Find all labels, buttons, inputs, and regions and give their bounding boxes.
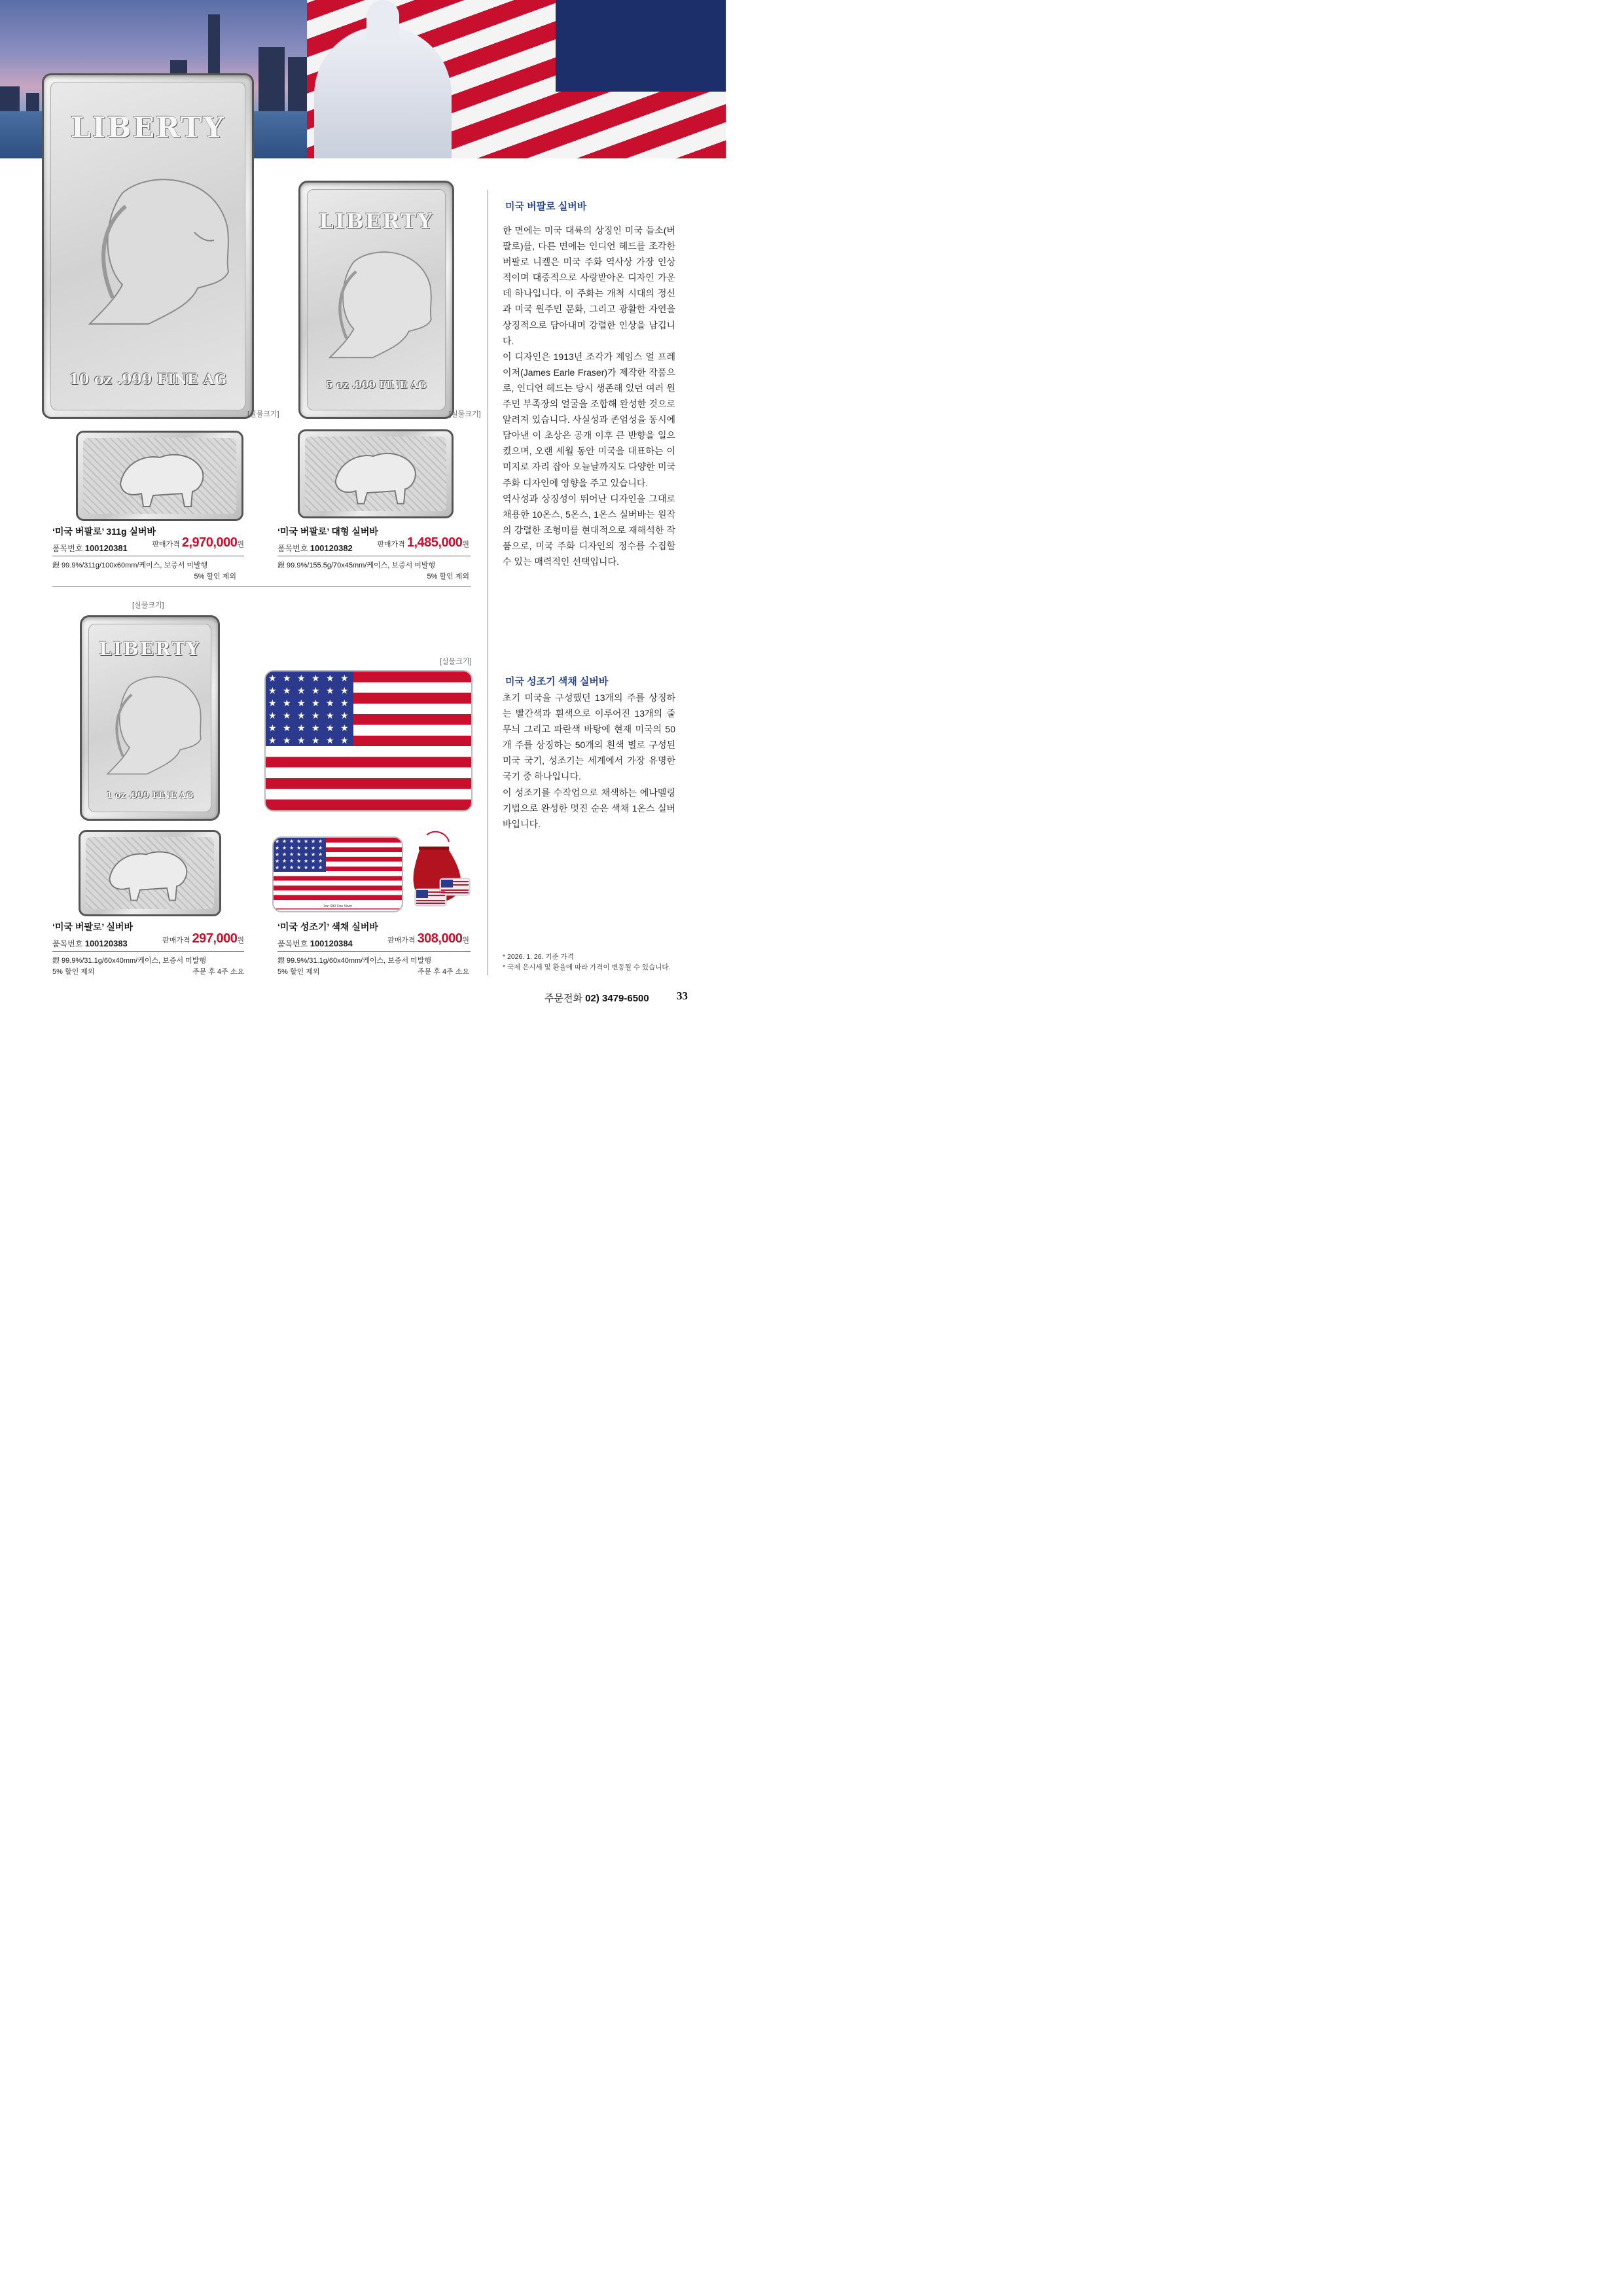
price-value: 1,485,000: [406, 535, 463, 550]
stars-field: [274, 838, 326, 872]
divider: [277, 951, 471, 952]
product-code: 100120383: [84, 939, 128, 948]
actual-size-tag: [실물크기]: [247, 410, 279, 418]
section-title-flag: 미국 성조기 색채 실버바: [505, 676, 609, 687]
flag-silver-bar-small-image: [272, 836, 403, 912]
price-label: 판매가격: [162, 937, 190, 944]
product-code-label: 품목번호: [277, 544, 308, 553]
product-spec: 銀 99.9%/155.5g/70x45mm/케이스, 보증서 미발행: [277, 562, 436, 569]
price-unit: 원: [237, 937, 244, 944]
silver-bar-10oz-image: [42, 73, 254, 419]
product-discount-note: 5% 할인 제외: [52, 968, 95, 976]
section-divider: [52, 586, 471, 587]
liberty-engraving: LIBERTY: [99, 638, 201, 660]
product-lead-time-note: 주문 후 4주 소요: [417, 968, 469, 976]
red-pouch-image: [401, 829, 473, 914]
product-code-label: 품목번호: [52, 939, 83, 948]
product-code: 100120381: [84, 543, 128, 553]
price-label: 판매가격: [152, 541, 180, 548]
bar-5oz-purity-text: 5 oz .999 FINE AG: [326, 379, 427, 391]
section-title-buffalo: 미국 버팔로 실버바: [505, 201, 587, 212]
liberty-engraving: LIBERTY: [319, 209, 434, 234]
stars-field: [266, 672, 353, 746]
indian-head-relief: [319, 243, 437, 367]
price-value: 297,000: [192, 931, 238, 946]
product-price: [377, 535, 469, 550]
product-price: [162, 931, 244, 946]
silver-bar-1oz-reverse-image: [79, 830, 221, 916]
product-name: ‘미국 성조기’ 색채 실버바: [277, 922, 378, 932]
silver-bar-1oz-image: [80, 615, 220, 821]
product-code: 100120384: [310, 939, 353, 948]
actual-size-tag: [실물크기]: [132, 601, 164, 609]
order-phone-label: 주문전화: [544, 993, 582, 1004]
product-lead-time-note: 주문 후 4주 소요: [192, 968, 244, 976]
product-code-row: [52, 543, 128, 554]
divider: [52, 951, 244, 952]
bar-10oz-purity-text: 10 oz .999 FINE AG: [69, 371, 227, 388]
actual-size-tag: [실물크기]: [440, 658, 472, 666]
product-discount-note: 5% 할인 제외: [277, 968, 320, 976]
product-spec: 銀 99.9%/311g/100x60mm/케이스, 보증서 미발행: [52, 562, 208, 569]
product-price: [152, 535, 244, 550]
product-name: ‘미국 버팔로’ 실버바: [52, 922, 133, 932]
product-discount-note: 5% 할인 제외: [194, 573, 236, 581]
silver-bar-5oz-image: [298, 181, 454, 419]
price-value: 2,970,000: [181, 535, 238, 550]
flag-bar-caption: 1oz .999 Fine Silver: [274, 905, 402, 908]
section-body-buffalo: 한 면에는 미국 대륙의 상징인 미국 들소(버팔로)를, 다른 면에는 인디언 헤드를 조각한 버팔로 니켈은 미국 주화 역사상 가장 인상적이며 대중적으로 사랑받아온 디자인 가운데 하나입니다. 이 주화는 개척 시대의 정신과 미국 원주민 문화, 그리고 광활한 자연을 상징적으로 담아내며 강렬한 인상을 남깁니다. 이 디자인은 1913년 조각가 제임스 얼 프레이저(James Earle Fraser)가 제작한 작품으로, 인디언 헤드는 당시 생존해 있던 여러 원주민 부족장의 얼굴을 조합해 완성한 것으로 알려져 있습니다. 사실성과 존엄성을 동시에 담아낸 이 초상은 공개 이후 큰 반향을 일으켰으며, 오랜 세월 동안 미국을 대표하는 이미지로 자리 잡아 오늘날까지도 다양한 미국 주화 디자인에 영향을 주고 있습니다. 역사성과 상징성이 뛰어난 디자인을 그대로 채용한 10온스, 5온스, 1온스 실버바는 원작의 강렬한 조형미를 현대적으로 재해석한 작품으로, 미국 주화 디자인의 정수를 수집할 수 있는 매력적인 선택입니다.: [503, 225, 675, 567]
page-number: 33: [677, 990, 688, 1002]
price-unit: 원: [237, 541, 244, 548]
price-notes: [503, 952, 670, 973]
buffalo-relief: [114, 444, 212, 510]
product-code-label: 품목번호: [52, 544, 83, 553]
product-price: [387, 931, 469, 946]
liberty-engraving: LIBERTY: [70, 111, 226, 145]
buffalo-relief: [329, 443, 424, 507]
price-unit: 원: [462, 937, 469, 944]
note-price-date: * 2026. 1. 26. 기준 가격: [503, 953, 574, 961]
product-spec: 銀 99.9%/31.1g/60x40mm/케이스, 보증서 미발행: [52, 957, 207, 965]
product-code-row: [277, 938, 353, 949]
product-code-row: [52, 938, 128, 949]
bar-1oz-purity-text: 1 oz .999 FINE AG: [106, 791, 194, 800]
flag-silver-bar-image: [264, 670, 473, 812]
buffalo-relief: [103, 842, 195, 904]
product-code: 100120382: [310, 543, 353, 553]
indian-head-relief: [98, 668, 205, 783]
price-label: 판매가격: [387, 937, 416, 944]
price-label: 판매가격: [377, 541, 405, 548]
product-name: ‘미국 버팔로’ 대형 실버바: [277, 526, 378, 537]
product-name: ‘미국 버팔로’ 311g 실버바: [52, 526, 156, 537]
price-value: 308,000: [417, 931, 463, 946]
indian-head-relief: [77, 167, 234, 337]
silver-bar-10oz-reverse-image: [76, 431, 243, 521]
price-unit: 원: [462, 541, 469, 548]
silver-bar-5oz-reverse-image: [298, 429, 454, 518]
product-spec: 銀 99.9%/31.1g/60x40mm/케이스, 보증서 미발행: [277, 957, 432, 965]
product-code-label: 품목번호: [277, 939, 308, 948]
product-code-row: [277, 543, 353, 554]
actual-size-tag: [실물크기]: [449, 410, 481, 418]
note-price-change: * 국제 은시세 및 환율에 따라 가격이 변동될 수 있습니다.: [503, 963, 671, 971]
product-discount-note: 5% 할인 제외: [427, 573, 469, 581]
section-body-flag: 초기 미국을 구성했던 13개의 주를 상징하는 빨간색과 흰색으로 이루어진 13개의 줄무늬 그리고 파란색 바탕에 현재 미국의 50개 주를 상징하는 50개의 흰색 별로 구성된 미국 국기, 성조기는 세계에서 가장 유명한 국기 중 하나입니다. 이 성조기를 수작업으로 채색하는 에나멜링 기법으로 완성한 멋진 순은 색채 1온스 실버바입니다.: [503, 692, 675, 829]
order-phone-number: 02) 3479-6500: [585, 993, 649, 1004]
order-phone: [544, 991, 649, 1005]
